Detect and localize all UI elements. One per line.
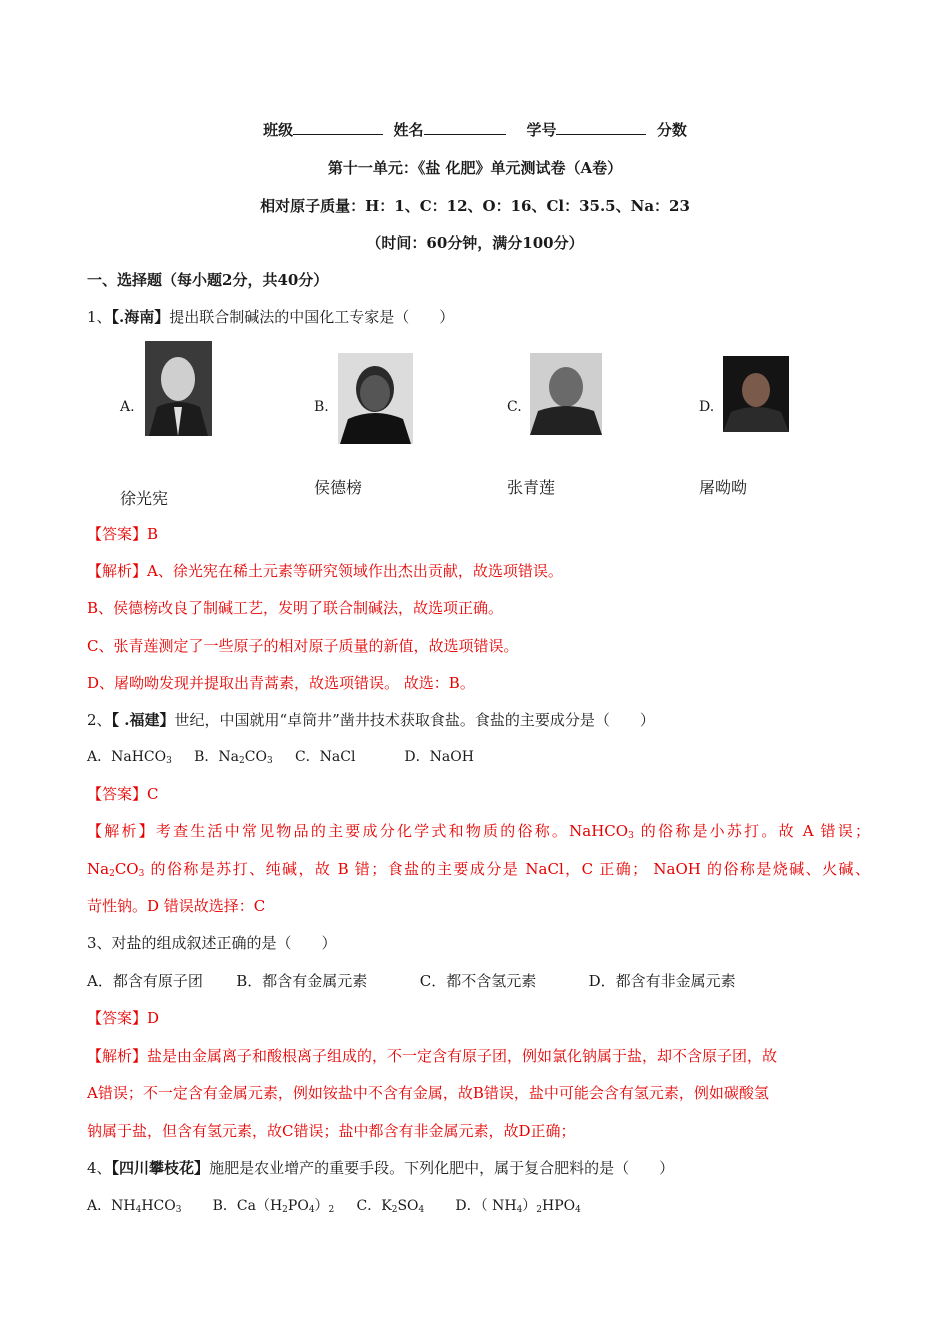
option-c-name: 张青莲 xyxy=(507,478,556,497)
option-a-name: 徐光宪 xyxy=(120,489,169,508)
analysis-3-line-3: 钠属于盐，但含有氢元素，故C错误；盐中都含有非金属元素，故D正确； xyxy=(87,1122,576,1140)
question-number: 2、 xyxy=(87,711,112,729)
analysis-1-line-4: D、屠呦呦发现并提取出青蒿素，故选项错误。 故选：B。 xyxy=(87,674,475,692)
portrait-photo-icon xyxy=(723,356,789,432)
question-source: 【.海南】 xyxy=(111,308,170,326)
option-d[interactable]: D．都含有非金属元素 xyxy=(588,972,736,990)
option-b[interactable]: B．都含有金属元素 xyxy=(236,972,368,990)
analysis-3-line-1: 【解析】盐是由金属离子和酸根离子组成的，不一定含有原子团，例如氯化钠属于盐，却不含原子团，故 xyxy=(87,1047,778,1065)
portrait-photo-icon xyxy=(145,341,212,436)
option-c[interactable]: C．NaCl xyxy=(294,749,356,765)
option-a-label[interactable]: A. xyxy=(120,399,135,415)
option-b[interactable]: B．$Na_2CO_3$ xyxy=(194,749,273,766)
option-d-label[interactable]: D. xyxy=(699,399,715,415)
question-stem: 施肥是农业增产的重要手段。下列化肥中，属于复合肥料的是（ ） xyxy=(209,1159,675,1177)
question-stem: 世纪，中国就用“卓筒井”凿井技术获取食盐。食盐的主要成分是（ ） xyxy=(174,711,655,729)
atomic-mass-line: 相对原子质量：H：1、C：12、O：16、Cl：35.5、Na：23 xyxy=(260,197,690,215)
question-4-options xyxy=(87,1196,870,1216)
question-number: 1、 xyxy=(87,308,112,326)
name-label: 姓名 xyxy=(393,121,424,139)
question-3-options xyxy=(87,971,870,991)
option-a[interactable]: A．$NH_4HCO_3$ xyxy=(87,1198,182,1215)
analysis-1-line-3: C、张青莲测定了一些原子的相对原子质量的新值，故选项错误。 xyxy=(87,637,519,655)
analysis-2-line-3: 苛性钠。D 错误故选择：C xyxy=(87,897,266,915)
question-1 xyxy=(87,307,870,327)
question-3: 3、对盐的组成叙述正确的是（ ） xyxy=(87,934,337,952)
class-blank[interactable] xyxy=(293,120,383,135)
analysis-2-line-1: 【解析】考查生活中常见物品的主要成分化学式和物质的俗称。NaHCO$_3$ 的俗称是小苏打。故 A 错误； xyxy=(87,822,870,841)
question-number: 4、 xyxy=(87,1159,112,1177)
portrait-photo-icon xyxy=(338,353,413,444)
name-blank[interactable] xyxy=(424,120,506,135)
option-b-name: 侯德榜 xyxy=(314,478,363,497)
class-label: 班级 xyxy=(263,121,294,139)
question-source: 【 .福建】 xyxy=(111,711,175,729)
analysis-2-line-2: $Na_2CO_3$ 的俗称是苏打、纯碱，故 B 错；食盐的主要成分是 NaCl，C 正确； NaOH 的俗称是烧碱、火碱、 xyxy=(87,860,870,879)
answer-2: 【答案】C xyxy=(87,785,159,803)
section-title: 一、选择题（每小题2分，共40分） xyxy=(87,271,329,289)
question-source: 【四川攀枝花】 xyxy=(111,1159,210,1177)
question-stem: 提出联合制碱法的中国化工专家是（ ） xyxy=(169,308,455,326)
time-line: （时间：60分钟，满分100分） xyxy=(366,234,584,252)
analysis-1-line-1: 【解析】A、徐光宪在稀土元素等研究领域作出杰出贡献，故选项错误。 xyxy=(87,562,563,580)
option-c[interactable]: C．$K_2SO_4$ xyxy=(356,1198,425,1215)
option-a[interactable]: A．都含有原子团 xyxy=(87,972,203,990)
answer-1: 【答案】B xyxy=(87,525,159,543)
option-d[interactable]: D．（ $NH_4)_2HPO_4$ xyxy=(455,1198,581,1215)
answer-3: 【答案】D xyxy=(87,1009,160,1027)
option-d-name: 屠呦呦 xyxy=(699,478,748,497)
number-label: 学号 xyxy=(526,121,557,139)
option-b[interactable]: B．$Ca(H_2PO_4)_2$ xyxy=(212,1198,335,1215)
portrait-photo-icon xyxy=(530,353,602,435)
option-b-label[interactable]: B. xyxy=(314,399,329,415)
analysis-3-line-2: A错误；不一定含有金属元素，例如铵盐中不含有金属，故B错误，盐中可能会含有氢元素，例如碳酸氢 xyxy=(87,1084,769,1102)
analysis-1-line-2: B、侯德榜改良了制碱工艺，发明了联合制碱法，故选项正确。 xyxy=(87,599,504,617)
option-c[interactable]: C．都不含氢元素 xyxy=(419,972,537,990)
exam-title: 第十一单元：《盐 化肥》单元测试卷（A卷） xyxy=(327,159,623,177)
number-blank[interactable] xyxy=(556,120,646,135)
student-info-row xyxy=(0,120,950,140)
question-2-options xyxy=(87,747,870,767)
option-d[interactable]: D．NaOH xyxy=(404,749,474,765)
option-c-label[interactable]: C. xyxy=(507,399,522,415)
score-label: 分数 xyxy=(656,121,687,139)
question-2 xyxy=(87,710,870,730)
option-a[interactable]: A．NaHCO$_3$ xyxy=(87,749,172,766)
question-4 xyxy=(87,1158,870,1178)
